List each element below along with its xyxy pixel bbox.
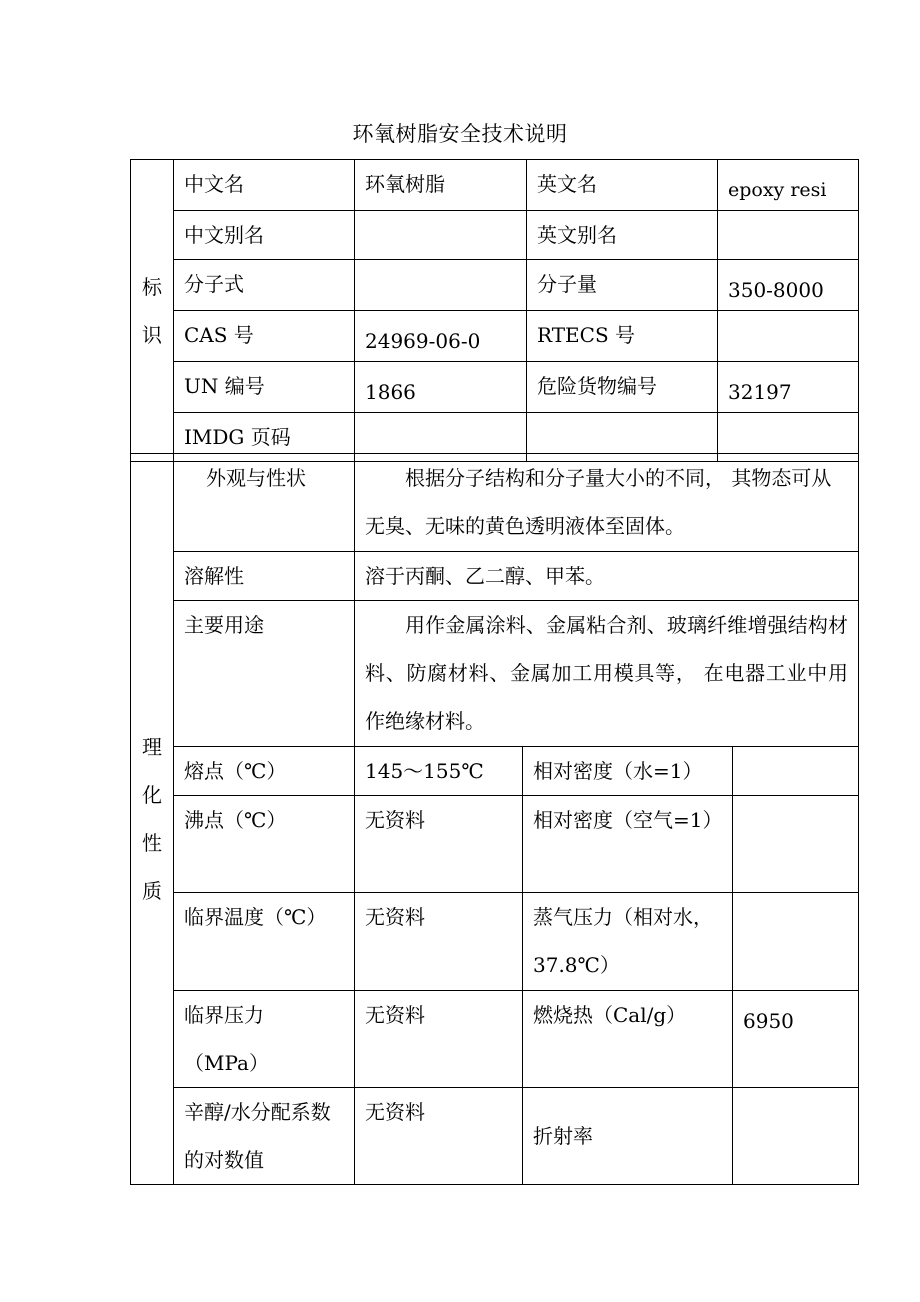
- cell-label: 临界压力（MPa）: [174, 991, 355, 1088]
- cell-label: 中文名: [174, 160, 355, 211]
- cell-label: 英文名: [527, 160, 718, 211]
- cell-label: 危险货物编号: [527, 362, 718, 413]
- cell-label: IMDG 页码: [174, 413, 355, 462]
- cell-value: 1866: [355, 362, 527, 413]
- identity-table: [130, 159, 859, 462]
- cell-label: 中文别名: [174, 211, 355, 260]
- cell-value: epoxy resi: [718, 160, 859, 211]
- cell-value: 无资料: [355, 1088, 523, 1185]
- cell-label: RTECS 号: [527, 311, 718, 362]
- cell-value: [355, 211, 527, 260]
- cell-value: [733, 796, 859, 893]
- cell-label: CAS 号: [174, 311, 355, 362]
- cell-value: 无资料: [355, 893, 523, 991]
- use-label: 主要用途: [174, 601, 355, 747]
- cell-label: 折射率: [523, 1088, 733, 1185]
- solubility-value: 溶于丙酮、乙二醇、甲苯。: [355, 552, 859, 601]
- cell-value: 145～155℃: [355, 747, 523, 796]
- cell-label: 辛醇/水分配系数的对数值: [174, 1088, 355, 1185]
- physchem-table: [130, 453, 859, 1185]
- cell-label: 相对密度（水=1）: [523, 747, 733, 796]
- cell-label: 蒸气压力（相对水，37.8℃）: [523, 893, 733, 991]
- use-value: 用作金属涂料、金属粘合剂、玻璃纤维增强结构材料、防腐材料、金属加工用模具等， 在电器工业中用作绝缘材料。: [355, 601, 859, 747]
- cell-value: [733, 1088, 859, 1185]
- cell-label: 沸点（℃）: [174, 796, 355, 893]
- cell-value: 24969-06-0: [355, 311, 527, 362]
- physchem-category: 理化性质: [131, 454, 174, 1185]
- document-title: 环氧树脂安全技术说明: [352, 122, 568, 146]
- cell-value: 环氧树脂: [355, 160, 527, 211]
- cell-value: 32197: [718, 362, 859, 413]
- cell-value: [733, 893, 859, 991]
- cell-value: 无资料: [355, 796, 523, 893]
- cell-label: 燃烧热（Cal/g）: [523, 991, 733, 1088]
- cell-value: [355, 260, 527, 311]
- appearance-value: 根据分子结构和分子量大小的不同， 其物态可从无臭、无味的黄色透明液体至固体。: [355, 454, 859, 552]
- cell-label: 分子式: [174, 260, 355, 311]
- cell-value: 无资料: [355, 991, 523, 1088]
- solubility-label: 溶解性: [174, 552, 355, 601]
- cell-value: [718, 211, 859, 260]
- cell-label: 熔点（℃）: [174, 747, 355, 796]
- cell-label: 分子量: [527, 260, 718, 311]
- cell-label: 英文别名: [527, 211, 718, 260]
- cell-value: [718, 311, 859, 362]
- cell-value: 6950: [733, 991, 859, 1088]
- cell-label: 临界温度（℃）: [174, 893, 355, 991]
- cell-label: 相对密度（空气=1）: [523, 796, 733, 893]
- cell-value: 350-8000: [718, 260, 859, 311]
- cell-label: UN 编号: [174, 362, 355, 413]
- cell-value: [733, 747, 859, 796]
- appearance-label: 外观与性状: [174, 454, 355, 552]
- identity-category: 标识: [131, 160, 174, 462]
